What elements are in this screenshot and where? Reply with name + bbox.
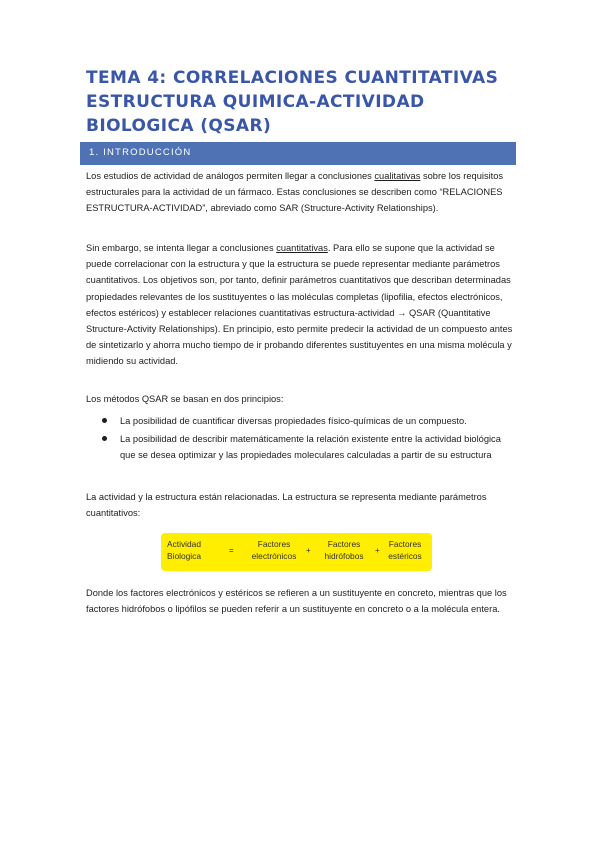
bullet-icon [102, 418, 107, 423]
formula-text: estéricos [388, 551, 422, 561]
formula-term-hydrophobic [316, 538, 372, 562]
section-heading-bar [80, 142, 516, 165]
list-item-text: La posibilidad de describir matemáticamente la relación existente entre la actividad biológica que se desea optimizar y las propiedades moleculares calculadas a partir de su estructura [120, 434, 501, 461]
paragraph-intro [86, 168, 516, 217]
paragraph-text: Los estudios de actividad de análogos permiten llegar a conclusiones [86, 171, 375, 181]
formula-text: hidrófobos [324, 551, 364, 561]
underlined-term: cualitativas [374, 171, 421, 181]
paragraph-text: Sin embargo, se intenta llegar a conclusiones [86, 243, 277, 253]
formula-term-electronic [243, 538, 305, 562]
principles-list [86, 413, 516, 466]
page-title: TEMA 4: CORRELACIONES CUANTITATIVAS ESTRUCTURA QUIMICA-ACTIVIDAD BIOLOGICA (QSAR) [86, 68, 499, 136]
bullet-icon [102, 436, 107, 441]
paragraph-quantitative [86, 240, 516, 370]
paragraph-relation: La actividad y la estructura están relacionadas. La estructura se representa mediante parámetros cuantitativos: [86, 492, 487, 519]
formula-text: Biologica [167, 551, 201, 561]
paragraph-text: sobre los requisitos estructurales para la actividad de un fármaco. Estas conclusiones se describen como “RELACIONES ESTRUCTURA-ACTIVIDAD”, abreviado como SAR (Structure-Activity Relationships). [86, 171, 504, 214]
formula-equals: = [229, 546, 234, 555]
formula-text: electrónicos [251, 551, 297, 561]
paragraph-principles: Los métodos QSAR se basan en dos principios: [86, 394, 284, 404]
formula-plus: + [375, 546, 380, 555]
paragraph-text: . Para ello se supone que la actividad se puede correlacionar con la estructura y que la estructura se puede representar mediante parámetros cuantitativos. Los objetivos son, por tanto, definir parámetros cuantitativos que describan determinadas propiedades relevantes de los sustituyentes o las moléculas completas (lipofilia, efectos electrónicos, efectos estéricos) y establecer relaciones cuantitativas estructura-actividad → QSAR (Quantitative Structure-Activity Relationships). En principio, esto permite predecir la actividad de un compuesto antes de sintetizarlo y ahorra mucho tiempo de ir probando diferentes sustituyentes en una misma molécula y midiendo su actividad. [86, 243, 513, 367]
formula-term-activity [167, 538, 217, 562]
formula-text: Factores [257, 539, 291, 549]
list-item [86, 431, 516, 463]
underlined-term: cuantitativas [276, 243, 328, 253]
formula-text: Actividad [167, 539, 201, 549]
list-item-text: La posibilidad de cuantificar diversas propiedades físico-químicas de un compuesto. [120, 416, 467, 426]
section-heading: 1. INTRODUCCIÓN [89, 147, 192, 158]
formula-text: Factores [388, 539, 422, 549]
formula-plus: + [306, 546, 311, 555]
list-item [86, 413, 516, 429]
formula-text: Factores [327, 539, 361, 549]
qsar-formula-box [161, 533, 432, 571]
formula-term-steric [382, 538, 428, 562]
paragraph-factors: Donde los factores electrónicos y estéricos se refieren a un sustituyente en concreto, mientras que los factores hidrófobos o lipófilos se pueden referir a un sustituyente en concreto o a la molécula entera. [86, 588, 507, 615]
